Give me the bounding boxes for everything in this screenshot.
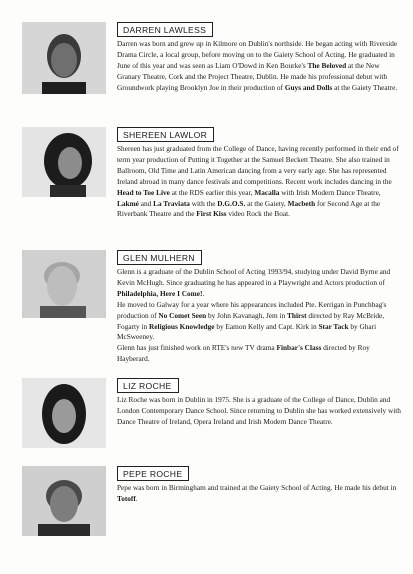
- bio-text: at the RDS earlier this year,: [169, 187, 255, 197]
- bio-text: He moved to Galway for a year where his appearances included Pte. Kerrigan in Punchbag's production of: [117, 299, 387, 320]
- bio-text: .: [202, 288, 205, 298]
- bio-title: La Traviata: [153, 198, 190, 208]
- person-name: SHEREEN LAWLOR: [117, 127, 214, 142]
- headshot-photo: [22, 127, 106, 197]
- bio-text: Shereen has just graduated from the College of Dance, having recently performed in their end of term year production of Putting it Together at the Samuel Beckett Theatre. She also trained in Ballroom, Old Time and Latin American dancing from a very early age. She has represented Ireland abroad in many dance festivals and competitions. Recent work includes dancing in the: [117, 144, 399, 186]
- bio-text: by John Kavanagh, Jem in: [206, 310, 288, 320]
- bio-title: First Kiss: [196, 209, 227, 219]
- headshot-photo: [22, 250, 106, 318]
- bio-title: Thirst: [287, 310, 307, 320]
- bio-text: at the Gaiety Theatre.: [332, 82, 398, 92]
- headshot-photo: [22, 466, 106, 536]
- person-name: GLEN MULHERN: [117, 250, 202, 265]
- bio-text: by Ghari McSweeney.: [117, 321, 377, 342]
- bio-text: .: [135, 493, 138, 503]
- person-bio: [117, 395, 404, 428]
- bio-title: Totoff: [117, 493, 136, 503]
- bio-title: Religious Knowledge: [149, 321, 215, 331]
- headshot-photo: [22, 22, 106, 94]
- bio-title: The Beloved: [307, 60, 347, 70]
- bio-title: Lakmé: [117, 198, 139, 208]
- bio-title: Finbar's Class: [276, 343, 322, 353]
- bio-title: Head to Toe Live: [117, 187, 170, 197]
- bio-title: Macalla: [254, 187, 280, 197]
- bio-text: video Rock the Boat.: [226, 209, 290, 219]
- bio-text: Liz Roche was born in Dublin in 1975. She is a graduate of the College of Dance, Dublin and London Contemporary Dance School. Since returning to Dublin she has worked extensively with Dance Theatre of Ireland, Opera Ireland and Irish Modern Dance Theatre.: [117, 395, 401, 426]
- bio-title: Philadelphia, Here I Come!: [117, 288, 203, 298]
- bio-text: at the New Granary Theatre, Cork and the Project Theatre, Dublin. He made his professional debut with Groundwork playing Brooklyn Joe in their production of: [117, 60, 388, 92]
- bio-text: and: [138, 198, 154, 208]
- bio-text: by Eamon Kelly and Capt. Kirk in: [214, 321, 319, 331]
- bio-text: for Second Age at the Riverbank Theatre and the: [117, 198, 381, 219]
- bio-text: Pepe was born in Birmingham and trained at the Gaiety School of Acting. He made his debut in: [117, 483, 397, 492]
- bio-title: Guys and Dolls: [284, 82, 333, 92]
- bio-text: Glenn has just finished work on RTE's new TV drama: [117, 343, 277, 353]
- bio-text: with Irish Modern Dance Theatre,: [279, 187, 381, 197]
- person-name: DARREN LAWLESS: [117, 22, 213, 37]
- bio-text: directed by Ray McBride, Fogarty in: [117, 310, 385, 331]
- bio-text: directed by Roy Hayberard.: [117, 343, 370, 364]
- bio-title: No Comet Seen: [158, 310, 207, 320]
- person-bio: [117, 483, 404, 505]
- bio-title: D.G.O.S.: [217, 198, 246, 208]
- person-name: LIZ ROCHE: [117, 378, 179, 393]
- bio-text: Darren was born and grew up in Kilmore on Dublin's northside. He began acting with Riverside Drama Circle, a local group, before moving on to the Gaiety School of Acting. He graduated in June of this year and was seen as Liam O'Dowd in Ken Bourke's: [117, 39, 398, 70]
- headshot-photo: [22, 378, 106, 448]
- person-bio: [117, 144, 404, 220]
- bio-title: Macbeth: [287, 198, 316, 208]
- bio-title: Star Tack: [318, 321, 349, 331]
- person-bio: [117, 267, 404, 365]
- bio-text: at the Gaiety,: [245, 198, 288, 208]
- bio-text: with the: [189, 198, 218, 208]
- bio-text: Glenn is a graduate of the Dublin School of Acting 1993/94, studying under David Byrne and Kevin McHugh. Since graduating he has appeared in a Playwright and Actors production of: [117, 267, 391, 287]
- person-bio: [117, 39, 404, 94]
- person-name: PEPE ROCHE: [117, 466, 189, 481]
